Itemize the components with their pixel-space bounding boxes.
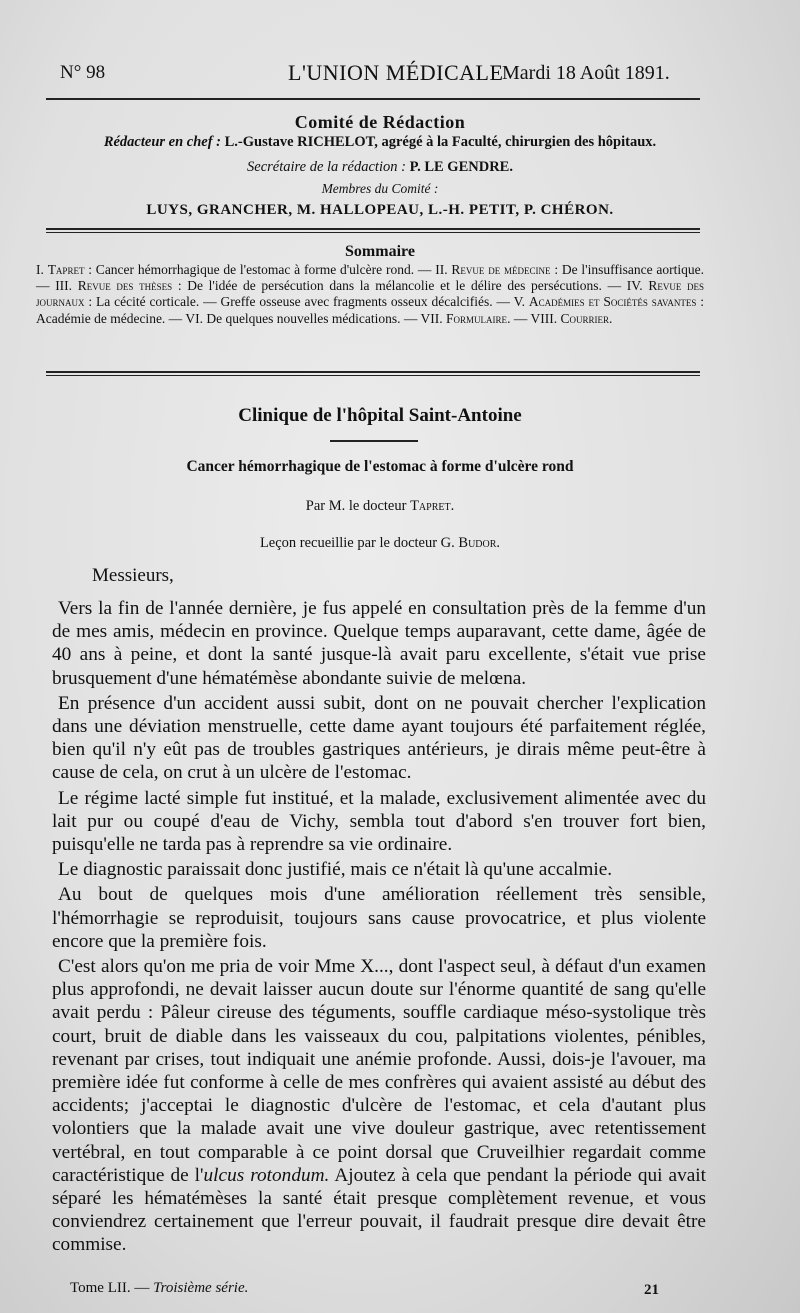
sommaire-item: VIII. Courrier. xyxy=(530,310,613,326)
footer-tome: Tome LII. — Troisième série. xyxy=(70,1280,249,1296)
running-header xyxy=(60,60,700,90)
secretaire-value: P. LE GENDRE. xyxy=(409,159,513,175)
paragraph: Le régime lacté simple fut institué, et la malade, exclusivement alimentée avec du lait pur ou coupé d'eau de Vichy, sembla tout d'abord s'en trouver fort bien, puisqu'elle ne tarda pas à reprendre sa vie ordinaire. xyxy=(52,787,706,856)
lecon-line xyxy=(40,535,720,552)
sommaire-rule-top xyxy=(46,371,700,373)
issue-number: N° 98 xyxy=(60,62,106,83)
author-name: Tapret. xyxy=(410,498,455,514)
lecon-name: Budor. xyxy=(458,535,501,551)
section-title: Clinique de l'hôpital Saint-Antoine xyxy=(238,405,522,426)
redacteur-value: L.-Gustave RICHELOT, agrégé à la Faculté, chirurgien des hôpitaux. xyxy=(224,134,657,150)
sommaire-list xyxy=(36,262,704,327)
article-title: Cancer hémorrhagique de l'estomac à forme d'ulcère rond xyxy=(186,458,574,475)
paragraph: C'est alors qu'on me pria de voir Mme X..., dont l'aspect seul, à défaut d'un examen plus approfondi, ne devait laisser aucun doute sur l'énorme quantité de sang qu'elle avait perdu : Pâleur cireuse des téguments, souffle cardiaque méso-systolique très court, bruit de diable dans les vaisseaux du cou, palpitations violentes, pénibles, revenant par crises, tout indiquait une anémie profonde. Aussi, dois-je l'avouer, ma première idée fut conforme à celle de mes confrères qui avaient assisté au début des accidents; j'acceptai le diagnostic d'ulcère de l'estomac, et cela d'autant plus volontiers que la malade avait une vive douleur gastrique, avec retentissement vertébral, en tout comparable à ce point dorsal que Cruveilhier regardait comme caractéristique de l'ulcus rotondum. Ajoutez à cela que pendant la période qui avait séparé les hématémèses la santé était presque complètement revenue, et vous conviendrez certainement que l'erreur pouvait, il faudrait presque dire devait être commise. xyxy=(52,956,706,1256)
paragraph: Vers la fin de l'année dernière, je fus appelé en consultation près de la femme d'un de mes amis, médecin en province. Quelque temps auparavant, cette dame, âgée de 40 ans à peine, et dont la santé jusque-là avait paru excellente, s'était vue prise brusquement d'une hématémèse abondante suivie de melœna. xyxy=(52,598,706,689)
sommaire-rule-bottom xyxy=(46,375,700,376)
header-rule xyxy=(46,98,700,100)
paragraph: Le diagnostic paraissait donc justifié, mais ce n'était là qu'une accalmie. xyxy=(58,859,613,881)
sommaire-item: VII. Formulaire. — xyxy=(420,310,528,326)
committee-title: Comité de Rédaction xyxy=(294,112,466,132)
paragraph: Au bout de quelques mois d'une amélioration réellement très sensible, l'hémorrhagie se reproduisit, toujours sans cause provocatrice, et plus violente encore que la première fois. xyxy=(52,884,706,952)
sommaire-item: II. Revue de médecine : De l'insuffisance aortique. — xyxy=(36,262,705,294)
latin-term: ulcus rotondum. xyxy=(203,1164,330,1186)
sommaire-item: III. Revue des thèses : De l'idée de persécution dans la mélancolie et le délire des persécutions. — xyxy=(55,278,622,294)
page-number: 21 xyxy=(644,1282,659,1298)
membres-list: LUYS, GRANCHER, M. HALLOPEAU, L.-H. PETIT, P. CHÉRON. xyxy=(146,202,614,218)
sommaire-item: I. Tapret : Cancer hémorrhagique de l'estomac à forme d'ulcère rond. — xyxy=(36,262,432,277)
paragraph: En présence d'un accident aussi subit, dont on ne pouvait chercher l'explication dans une déviation menstruelle, cette dame ayant toujours été parfaitement réglée, bien qu'il n'y eût pas de troubles gastriques antérieurs, je dirais même peut-être à cause de cela, on crut à un ulcère de l'estomac. xyxy=(52,692,706,784)
secretaire-label: Secrétaire de la rédaction : xyxy=(247,159,406,175)
secretaire-line xyxy=(40,159,720,176)
section-divider xyxy=(330,440,418,442)
salutation: Messieurs, xyxy=(92,565,174,586)
journal-title: L'UNION MÉDICALE xyxy=(288,60,504,85)
article-body xyxy=(52,597,706,1259)
lecon-prefix: Leçon recueillie par le docteur G. xyxy=(259,535,455,551)
sommaire-item: VI. De quelques nouvelles médications. — xyxy=(185,310,418,326)
committee-rule-bottom xyxy=(46,232,700,233)
sommaire-item: IV. Revue des journaux : La cécité corticale. — Greffe osseuse avec fragments osseux décalcifiés. — xyxy=(36,278,705,310)
sommaire-item: V. Académies et Sociétés savantes : Académie de médecine. — xyxy=(36,294,705,326)
author-line xyxy=(40,498,720,515)
redacteur-label: Rédacteur en chef : xyxy=(103,134,222,150)
membres-label: Membres du Comité : xyxy=(321,181,439,196)
redacteur-line xyxy=(40,134,720,151)
issue-date: Mardi 18 Août 1891. xyxy=(502,62,670,84)
sommaire-title: Sommaire xyxy=(345,243,415,260)
committee-rule-top xyxy=(46,228,700,230)
author-prefix: Par M. le docteur xyxy=(305,498,407,514)
